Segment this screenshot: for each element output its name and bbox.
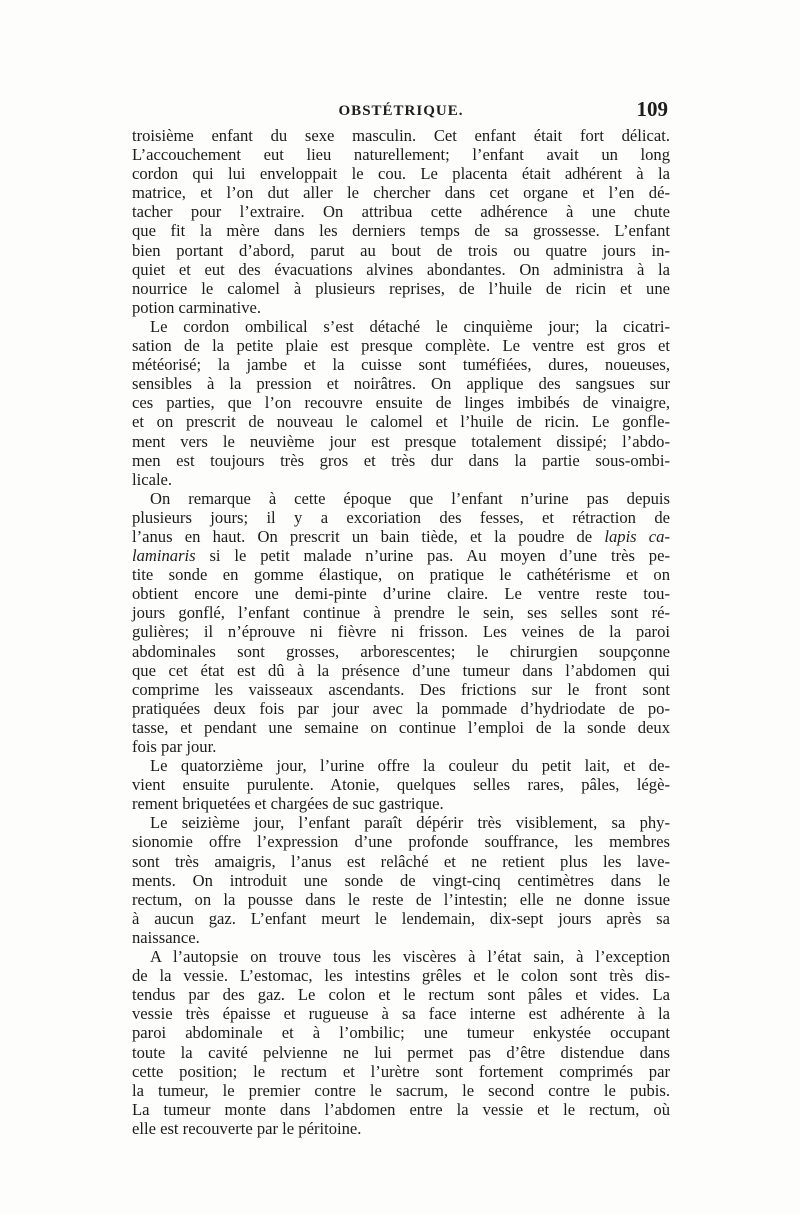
text-line: Le quatorzième jour, l’urine offre la couleur du petit lait, et de- [150,756,670,776]
paragraph [132,317,670,489]
text-line: et on prescrit de nouveau le calomel et l’huile de ricin. Le gonfle- [132,412,670,432]
text-line: tite sonde en gomme élastique, on pratique le cathétérisme et on [132,565,670,585]
text-line: jours gonflé, l’enfant continue à prendre le sein, ses selles sont ré- [132,603,670,623]
text-line: vient ensuite purulente. Atonie, quelques selles rares, pâles, légè- [132,775,670,795]
text-line: ment vers le neuvième jour est presque totalement dissipé; l’abdo- [132,431,670,451]
text-line: men est toujours très gros et très dur dans la partie sous-ombi- [132,450,670,470]
text-line: météorisé; la jambe et la cuisse sont tuméfiées, dures, noueuses, [132,355,670,375]
text-line: troisième enfant du sexe masculin. Cet enfant était fort délicat. [132,126,670,145]
text-line: plusieurs jours; il y a excoriation des fesses, et rétraction de [132,507,670,527]
text-line: à aucun gaz. L’enfant meurt le lendemain, dix-sept jours après sa [132,908,670,928]
text-line: tendus par des gaz. Le colon et le rectum sont pâles et vides. La [132,985,670,1005]
body-text [132,126,670,1138]
text-line: Le seizième jour, l’enfant paraît dépérir très visiblement, sa phy- [150,813,670,833]
text-line: tacher pour l’extraire. On attribua cette adhérence à une chute [132,202,670,222]
text-line: Le cordon ombilical s’est détaché le cinquième jour; la cicatri- [150,316,670,336]
text-line: ces parties, que l’on recouvre ensuite de linges imbibés de vinaigre, [132,393,670,413]
text-line: sionomie offre l’expression d’une profonde souffrance, les membres [132,832,670,852]
text-line: rectum, on la pousse dans le reste de l’intestin; elle ne donne issue [132,889,670,909]
paragraph [132,756,670,813]
text-line: vessie très épaisse et rugueuse à sa face interne est adhérente à la [132,1004,670,1024]
text-line: nourrice le calomel à plusieurs reprises, de l’huile de ricin et une [132,278,670,298]
text-line: sont très amaigris, l’anus est relâché et ne retient plus les lave- [132,851,670,871]
text-line: matrice, et l’on dut aller le chercher dans cet organe et l’en dé- [132,183,670,203]
text-line: sation de la petite plaie est presque complète. Le ventre est gros et [132,336,670,356]
text-line: abdominales sont grosses, arborescentes; le chirurgien soupçonne [132,641,670,661]
text-line: potion carminative. [132,297,262,317]
text-line: l’anus en haut. On prescrit un bain tiède, et la poudre de lapis ca- [132,526,670,546]
text-line: laminaris si le petit malade n’urine pas. Au moyen d’une très pe- [132,546,670,566]
text-line: naissance. [132,927,200,947]
text-line: A l’autopsie on trouve tous les viscères à l’état sain, à l’exception [150,947,670,967]
text-line: cordon qui lui enveloppait le cou. Le placenta était adhérent à la [132,164,670,184]
text-line: rement briquetées et chargées de suc gastrique. [132,794,444,814]
paragraph [132,126,670,317]
running-head [132,97,670,123]
text-line: licale. [132,469,173,489]
text-line: tasse, et pendant une semaine on continue l’emploi de la sonde deux [132,717,670,737]
text-line: quiet et eut des évacuations alvines abondantes. On administra à la [132,259,670,279]
text-line: que fit la mère dans les derniers temps de sa grossesse. L’enfant [132,221,670,241]
text-line: comprime les vaisseaux ascendants. Des frictions sur le front sont [132,679,670,699]
text-line: elle est recouverte par le péritoine. [132,1118,362,1138]
text-line: gulières; il n’éprouve ni fièvre ni frisson. Les veines de la paroi [132,622,670,642]
text-line: obtient encore une demi-pinte d’urine claire. Le ventre reste tou- [132,584,670,604]
text-line: pratiquées deux fois par jour avec la pommade d’hydriodate de po- [132,698,670,718]
text-line: La tumeur monte dans l’abdomen entre la vessie et le rectum, où [132,1099,670,1119]
text-line: cette position; le rectum et l’urètre sont fortement comprimés par [132,1061,670,1081]
page-number: 109 [636,97,668,121]
text-line: On remarque à cette époque que l’enfant n’urine pas depuis [150,488,670,508]
text-line: toute la cavité pelvienne ne lui permet pas d’être distendue dans [132,1042,670,1062]
paragraph [132,947,670,1138]
text-line: paroi abdominale et à l’ombilic; une tumeur enkystée occupant [132,1023,670,1043]
text-line: bien portant d’abord, parut au bout de trois ou quatre jours in- [132,240,670,260]
running-title: OBSTÉTRIQUE. [338,103,464,119]
text-line: que cet état est dû à la présence d’une tumeur dans l’abdomen qui [132,660,670,680]
text-line: sensibles à la pression et noirâtres. On applique des sangsues sur [132,374,670,394]
paragraph [132,489,670,756]
text-line: la tumeur, le premier contre le sacrum, le second contre le pubis. [132,1080,670,1100]
paragraph [132,813,670,947]
text-line: fois par jour. [132,737,217,756]
text-line: de la vessie. L’estomac, les intestins grêles et le colon sont très dis- [132,966,670,986]
text-line: ments. On introduit une sonde de vingt-cinq centimètres dans le [132,870,670,890]
text-line: L’accouchement eut lieu naturellement; l’enfant avait un long [132,145,670,165]
